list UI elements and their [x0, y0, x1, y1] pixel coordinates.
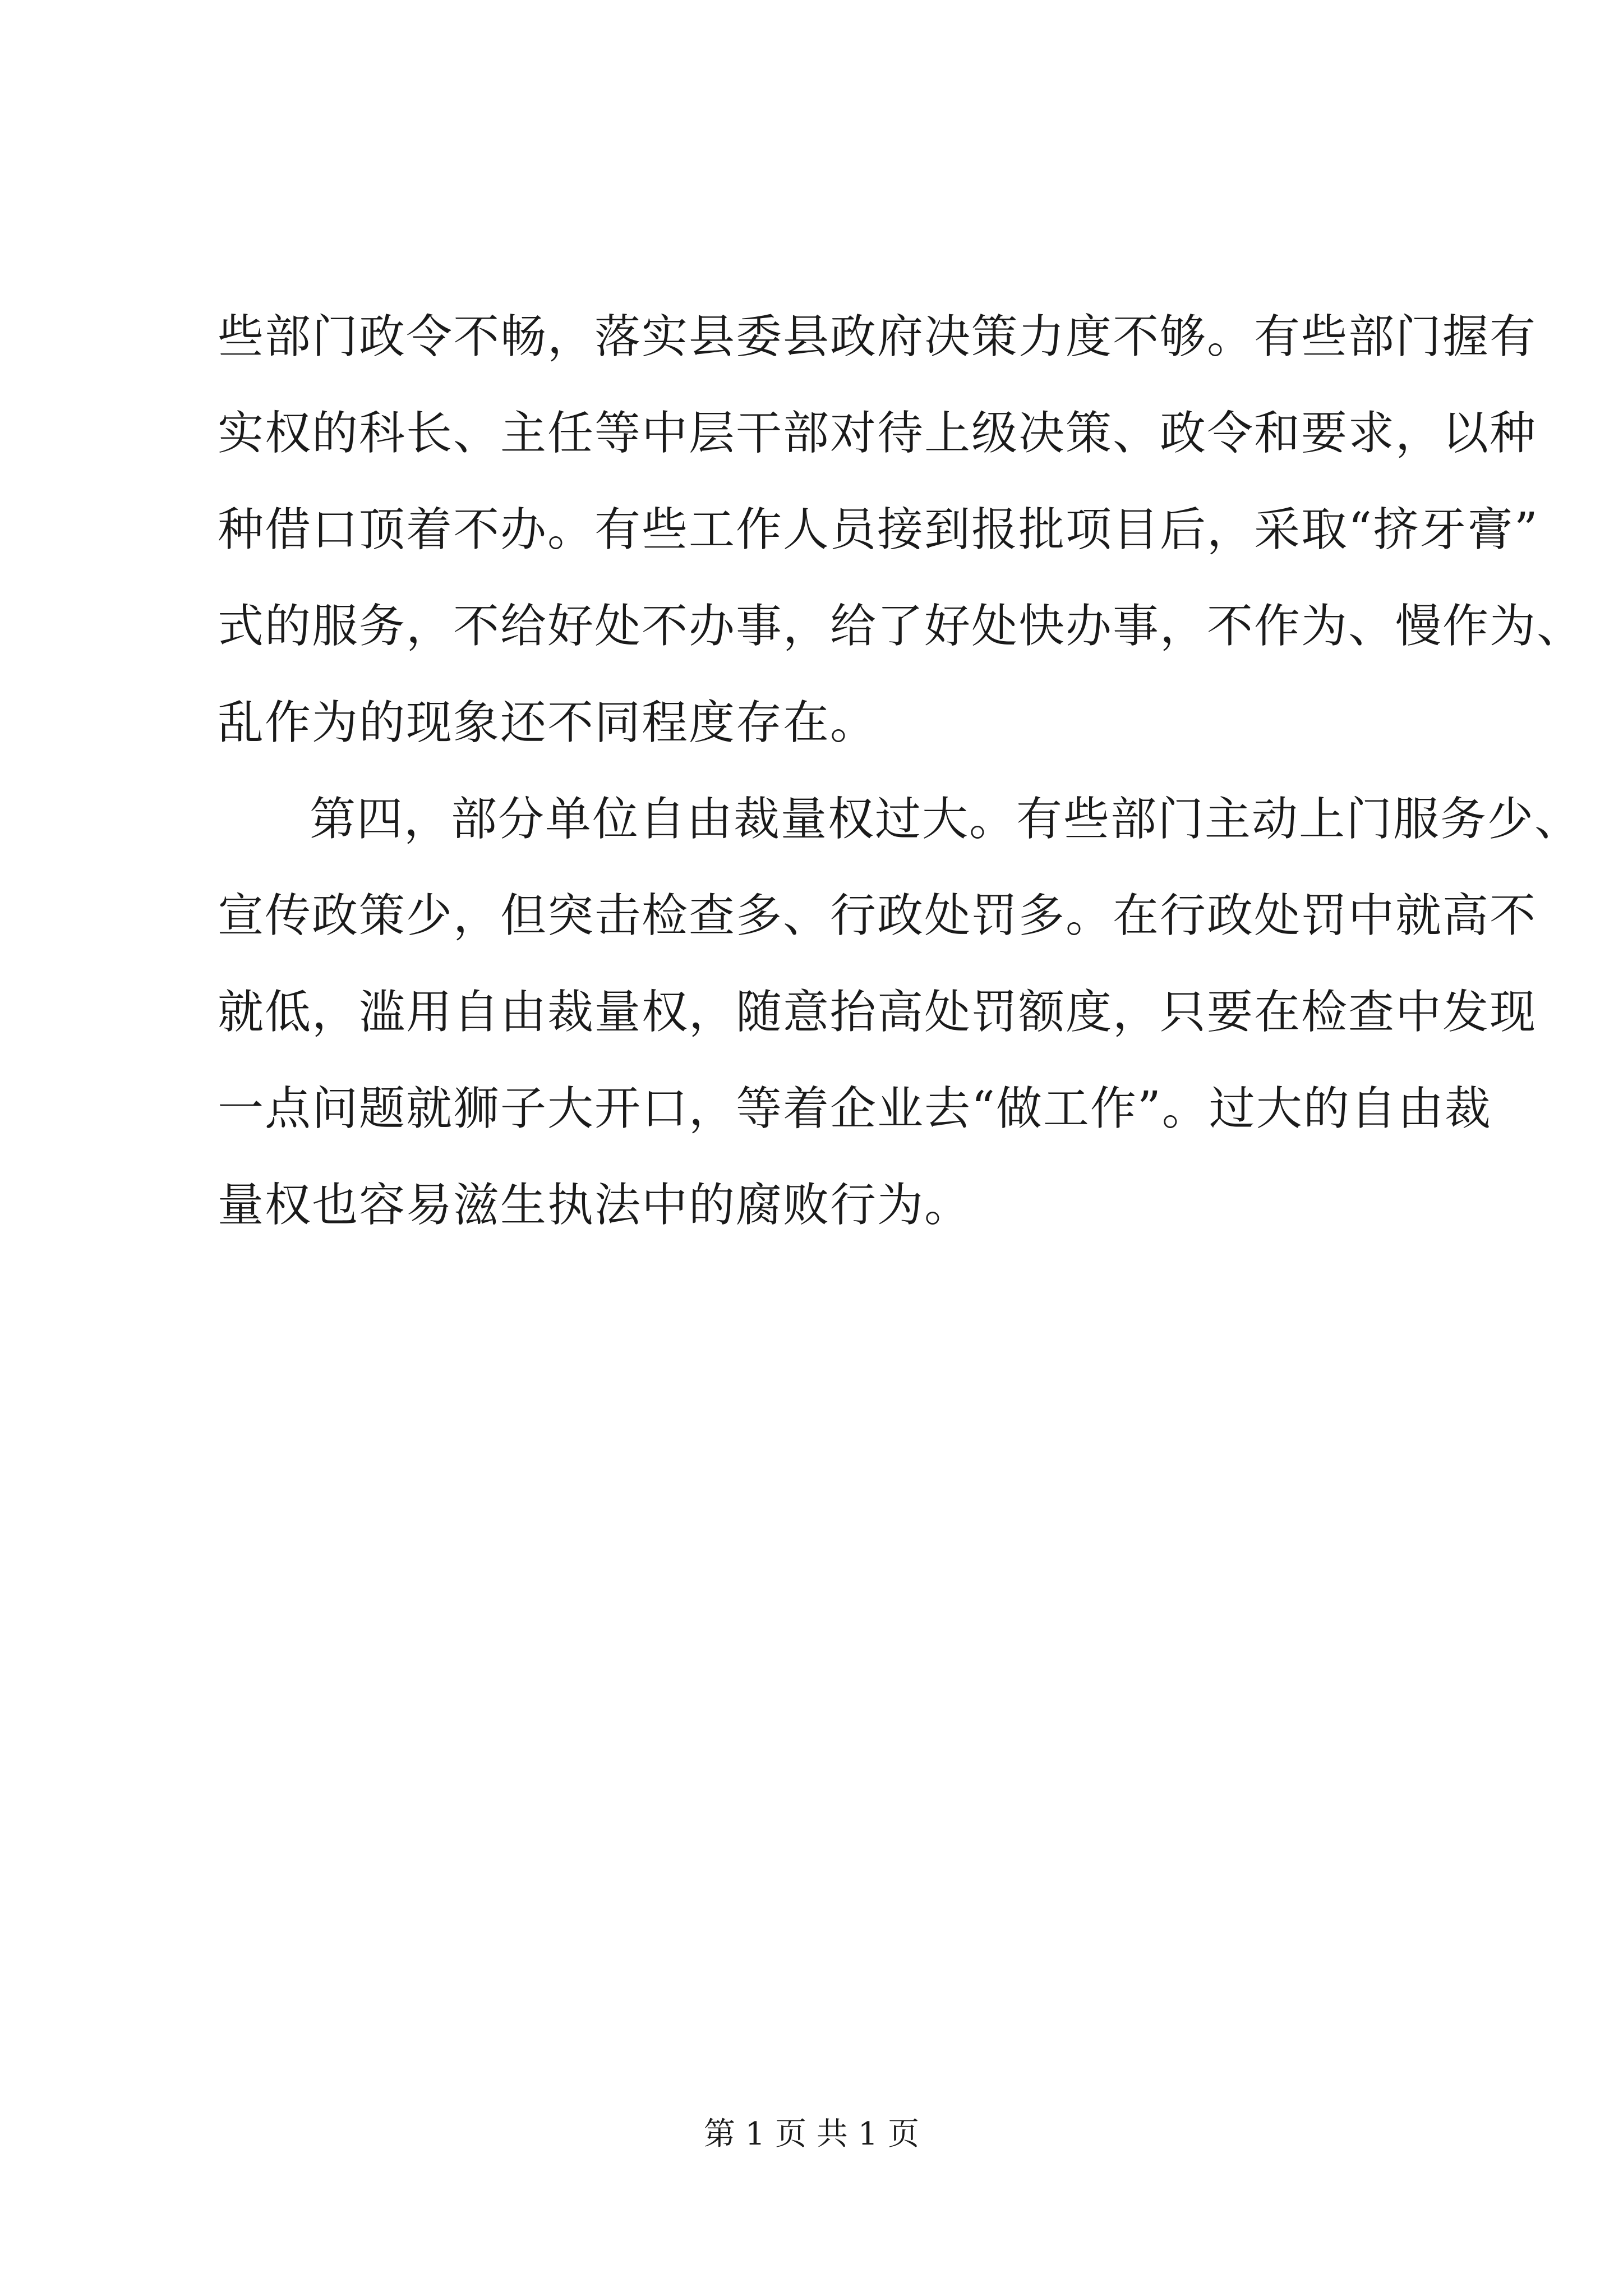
text-line: 种借口顶着不办。有些工作人员接到报批项目后，采取“挤牙膏”: [218, 503, 1539, 556]
text-line: 乱作为的现象还不同程度存在。: [218, 696, 878, 749]
document-body: [218, 289, 1584, 1254]
text-line: 量权也容易滋生执法中的腐败行为。: [218, 1179, 972, 1232]
text-line: 式的服务，不给好处不办事，给了好处快办事，不作为、慢作为、: [218, 600, 1584, 653]
text-line: 些部门政令不畅，落实县委县政府决策力度不够。有些部门握有: [218, 310, 1537, 364]
text-line: 一点问题就狮子大开口，等着企业去“做工作”。过大的自由裁: [218, 1082, 1492, 1135]
paragraph-start-line: 第四，部分单位自由裁量权过大。有些部门主动上门服务少、: [310, 793, 1582, 846]
text-line: 实权的科长、主任等中层干部对待上级决策、政令和要求，以种: [218, 407, 1537, 460]
text-line: 就低，滥用自由裁量权，随意抬高处罚额度，只要在检查中发现: [218, 986, 1537, 1039]
text-line: 宣传政策少，但突击检查多、行政处罚多。在行政处罚中就高不: [218, 889, 1537, 942]
page-number-footer: 第 1 页 共 1 页: [703, 2116, 920, 2152]
